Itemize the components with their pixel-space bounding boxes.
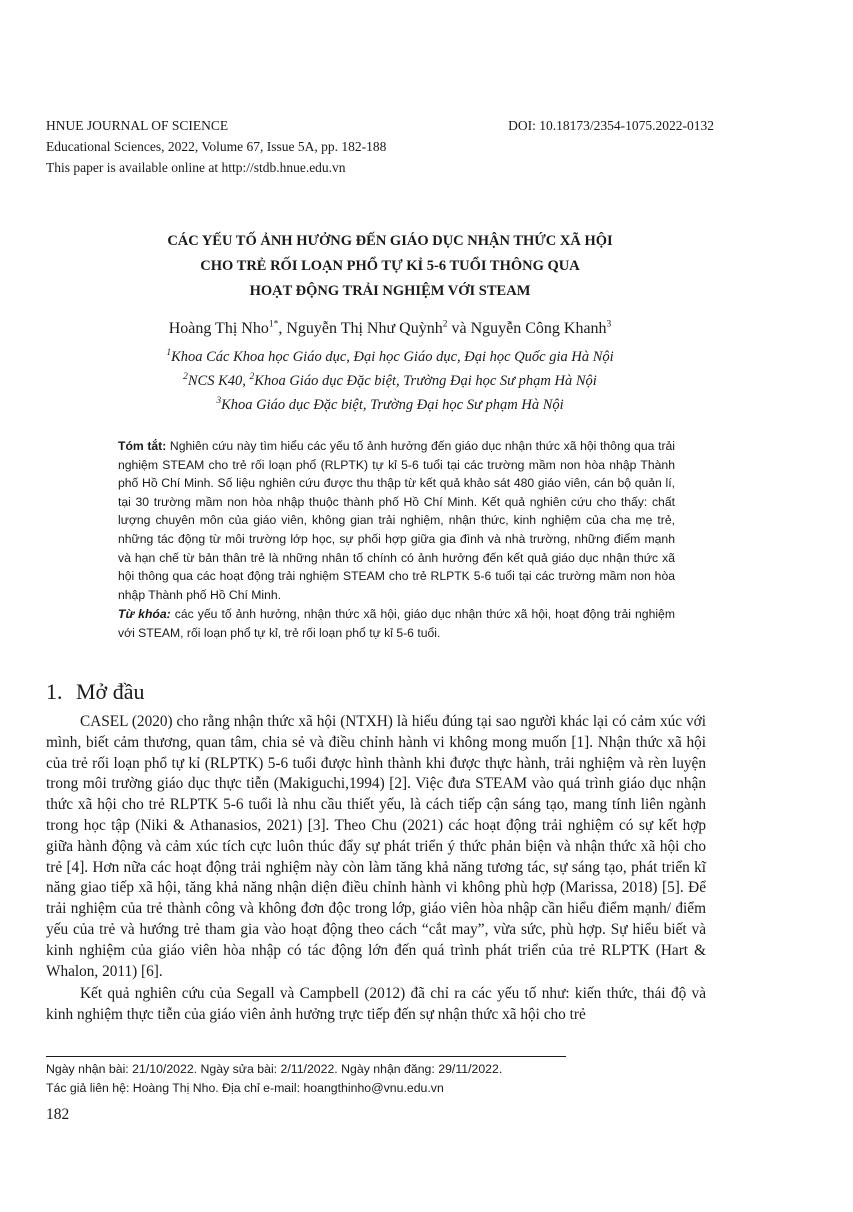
affiliations	[80, 345, 700, 417]
paper-title	[80, 229, 700, 304]
affiliation-mark: 2	[183, 372, 188, 383]
author-name: Nguyễn Công Khanh	[470, 320, 607, 337]
paragraph: Kết quả nghiên cứu của Segall và Campbell (2012) đã chỉ ra các yếu tố như: kiến thức, thái độ và kinh nghiệm thực tiễn của giáo viên ảnh hưởng trực tiếp đến sự nhận thức xã hội cho trẻ	[46, 985, 706, 1024]
affiliation	[80, 393, 700, 417]
section-number: 1.	[46, 679, 63, 704]
author-name: Nguyễn Thị Như Quỳnh	[286, 320, 443, 337]
author-affiliation-mark: 1*	[268, 319, 279, 330]
affiliation-text: Khoa Giáo dục Đặc biệt, Trường Đại học Sư phạm Hà Nội	[221, 397, 564, 413]
author-affiliation-mark: 2	[442, 319, 448, 330]
footnote-dates: Ngày nhận bài: 21/10/2022. Ngày sửa bài: 2/11/2022. Ngày nhận đăng: 29/11/2022.	[46, 1062, 503, 1076]
abstract-text: Nghiên cứu này tìm hiểu các yếu tố ảnh hưởng đến giáo dục nhận thức xã hội thông qua trải nghiệm STEAM cho trẻ rối loạn phổ (RLPTK) tự kỉ 5-6 tuổi tại các trường mầm non hòa nhập Thành phố Hồ Chí Minh. Số liệu nghiên cứu được thu thập từ kết quả khảo sát 480 giáo viên, cán bộ quản lí, tại 30 trường mầm non hòa nhập thuộc thành phố Hồ Chí Minh. Kết quả nghiên cứu cho thấy: chất lượng chuyên môn của giáo viên, không gian trải nghiệm, nhận thức, kinh nghiệm của cha mẹ trẻ, những tác động từ môi trường lớp học, sự phối hợp giữa gia đình và nhà trường, những điểm mạnh và hạn chế từ bản thân trẻ là những nhân tố chính có ảnh hưởng đến kết quả giáo dục nhận thức xã hội thông qua các hoạt động trải nghiệm STEAM cho trẻ RLPTK 5-6 tuổi tại các trường mầm non hòa nhập Thành phố Hồ Chí Minh.	[118, 439, 675, 602]
author-list	[80, 320, 700, 338]
online-availability: This paper is available online at http://stdb.hnue.edu.vn	[46, 160, 346, 175]
affiliation-mark: 3	[216, 396, 222, 407]
author-affiliation-mark: 3	[606, 319, 612, 330]
abstract	[118, 437, 675, 643]
keywords-label: Từ khóa:	[118, 607, 171, 622]
author-separator: và	[447, 320, 471, 337]
keywords	[118, 605, 675, 642]
footnote-divider	[46, 1056, 566, 1057]
affiliation	[80, 345, 700, 369]
affiliation-mark: 2	[249, 372, 255, 383]
page-number: 182	[46, 1106, 70, 1123]
title-line: CÁC YẾU TỐ ẢNH HƯỞNG ĐẾN GIÁO DỤC NHẬN THỨC XÃ HỘI	[167, 233, 613, 249]
footnote	[46, 1060, 502, 1098]
affiliation-text: Khoa Giáo dục Đặc biệt, Trường Đại học Sư phạm Hà Nội	[254, 373, 597, 389]
author-separator: ,	[278, 320, 287, 337]
journal-name: HNUE JOURNAL OF SCIENCE	[46, 118, 229, 133]
affiliation	[80, 369, 700, 393]
footnote-contact: Tác giả liên hệ: Hoàng Thị Nho. Địa chỉ e-mail: hoangthinho@vnu.edu.vn	[46, 1081, 444, 1095]
abstract-label: Tóm tắt:	[118, 439, 167, 453]
title-line: HOẠT ĐỘNG TRẢI NGHIỆM VỚI STEAM	[249, 283, 531, 299]
affiliation-text: Khoa Các Khoa học Giáo dục, Đại học Giáo dục, Đại học Quốc gia Hà Nội	[171, 349, 614, 365]
section-heading	[46, 679, 144, 705]
affiliation-text: NCS K40,	[187, 373, 250, 389]
author-name: Hoàng Thị Nho	[168, 320, 269, 337]
abstract-body	[118, 437, 675, 604]
body-text	[46, 712, 706, 1028]
affiliation-mark: 1	[166, 348, 172, 359]
keywords-text: các yếu tố ảnh hưởng, nhận thức xã hội, giáo dục nhận thức xã hội, hoạt động trải nghiệm với STEAM, rối loạn phổ tự kỉ, trẻ rối loạn phổ tự kỉ 5-6 tuổi.	[118, 607, 675, 640]
title-line: CHO TRẺ RỐI LOẠN PHỔ TỰ KỈ 5-6 TUỔI THÔNG QUA	[200, 258, 580, 274]
section-title: Mở đầu	[76, 679, 145, 704]
issue-info: Educational Sciences, 2022, Volume 67, Issue 5A, pp. 182-188	[46, 139, 387, 154]
paragraph: CASEL (2020) cho rằng nhận thức xã hội (NTXH) là hiểu đúng tại sao người khác lại có cảm xúc với mình, biết cảm thương, quan tâm, chia sẻ và điều chỉnh hành vi không mong muốn [1]. Nhận thức xã hội của trẻ rối loạn phổ tự kỉ (RLPTK) 5-6 tuổi được hình thành khi được thực hành, trải nghiệm và rèn luyện trong môi trường giáo dục thực tiễn (Makiguchi,1994) [2]. Việc đưa STEAM vào quá trình giáo dục nhận thức xã hội cho trẻ RLPTK 5-6 tuổi là nhu cầu thiết yếu, là cách tiếp cận sáng tạo, mang tính liên ngành trong học tập (Niki & Athanasios, 2021) [3]. Theo Chu (2021) các hoạt động trải nghiệm có sự kết hợp giữa hành động và cảm xúc tích cực luôn thúc đẩy sự phát triển ý thức phản biện và nhận thức xã hội cho trẻ [4]. Hơn nữa các hoạt động trải nghiệm này còn làm tăng khả năng tương tác, sự sáng tạo, phát triển kĩ năng giao tiếp xã hội, tăng khả năng nhận diện điều chỉnh hành vi không phù hợp (Marissa, 2018) [5]. Để trải nghiệm của trẻ thành công và không đơn độc trong lớp, giáo viên hòa nhập cần hiểu điểm mạnh/ điểm yếu của trẻ và hướng trẻ tham gia vào hoạt động theo cách “cắt may”, vừa sức, phù hợp. Sự hiểu biết và kinh nghiệm của giáo viên hòa nhập có tác động lớn đến quá trình phát triển của trẻ RLPTK (Hart & Whalon, 2011) [6].	[46, 713, 706, 980]
doi: DOI: 10.18173/2354-1075.2022-0132	[508, 118, 714, 133]
